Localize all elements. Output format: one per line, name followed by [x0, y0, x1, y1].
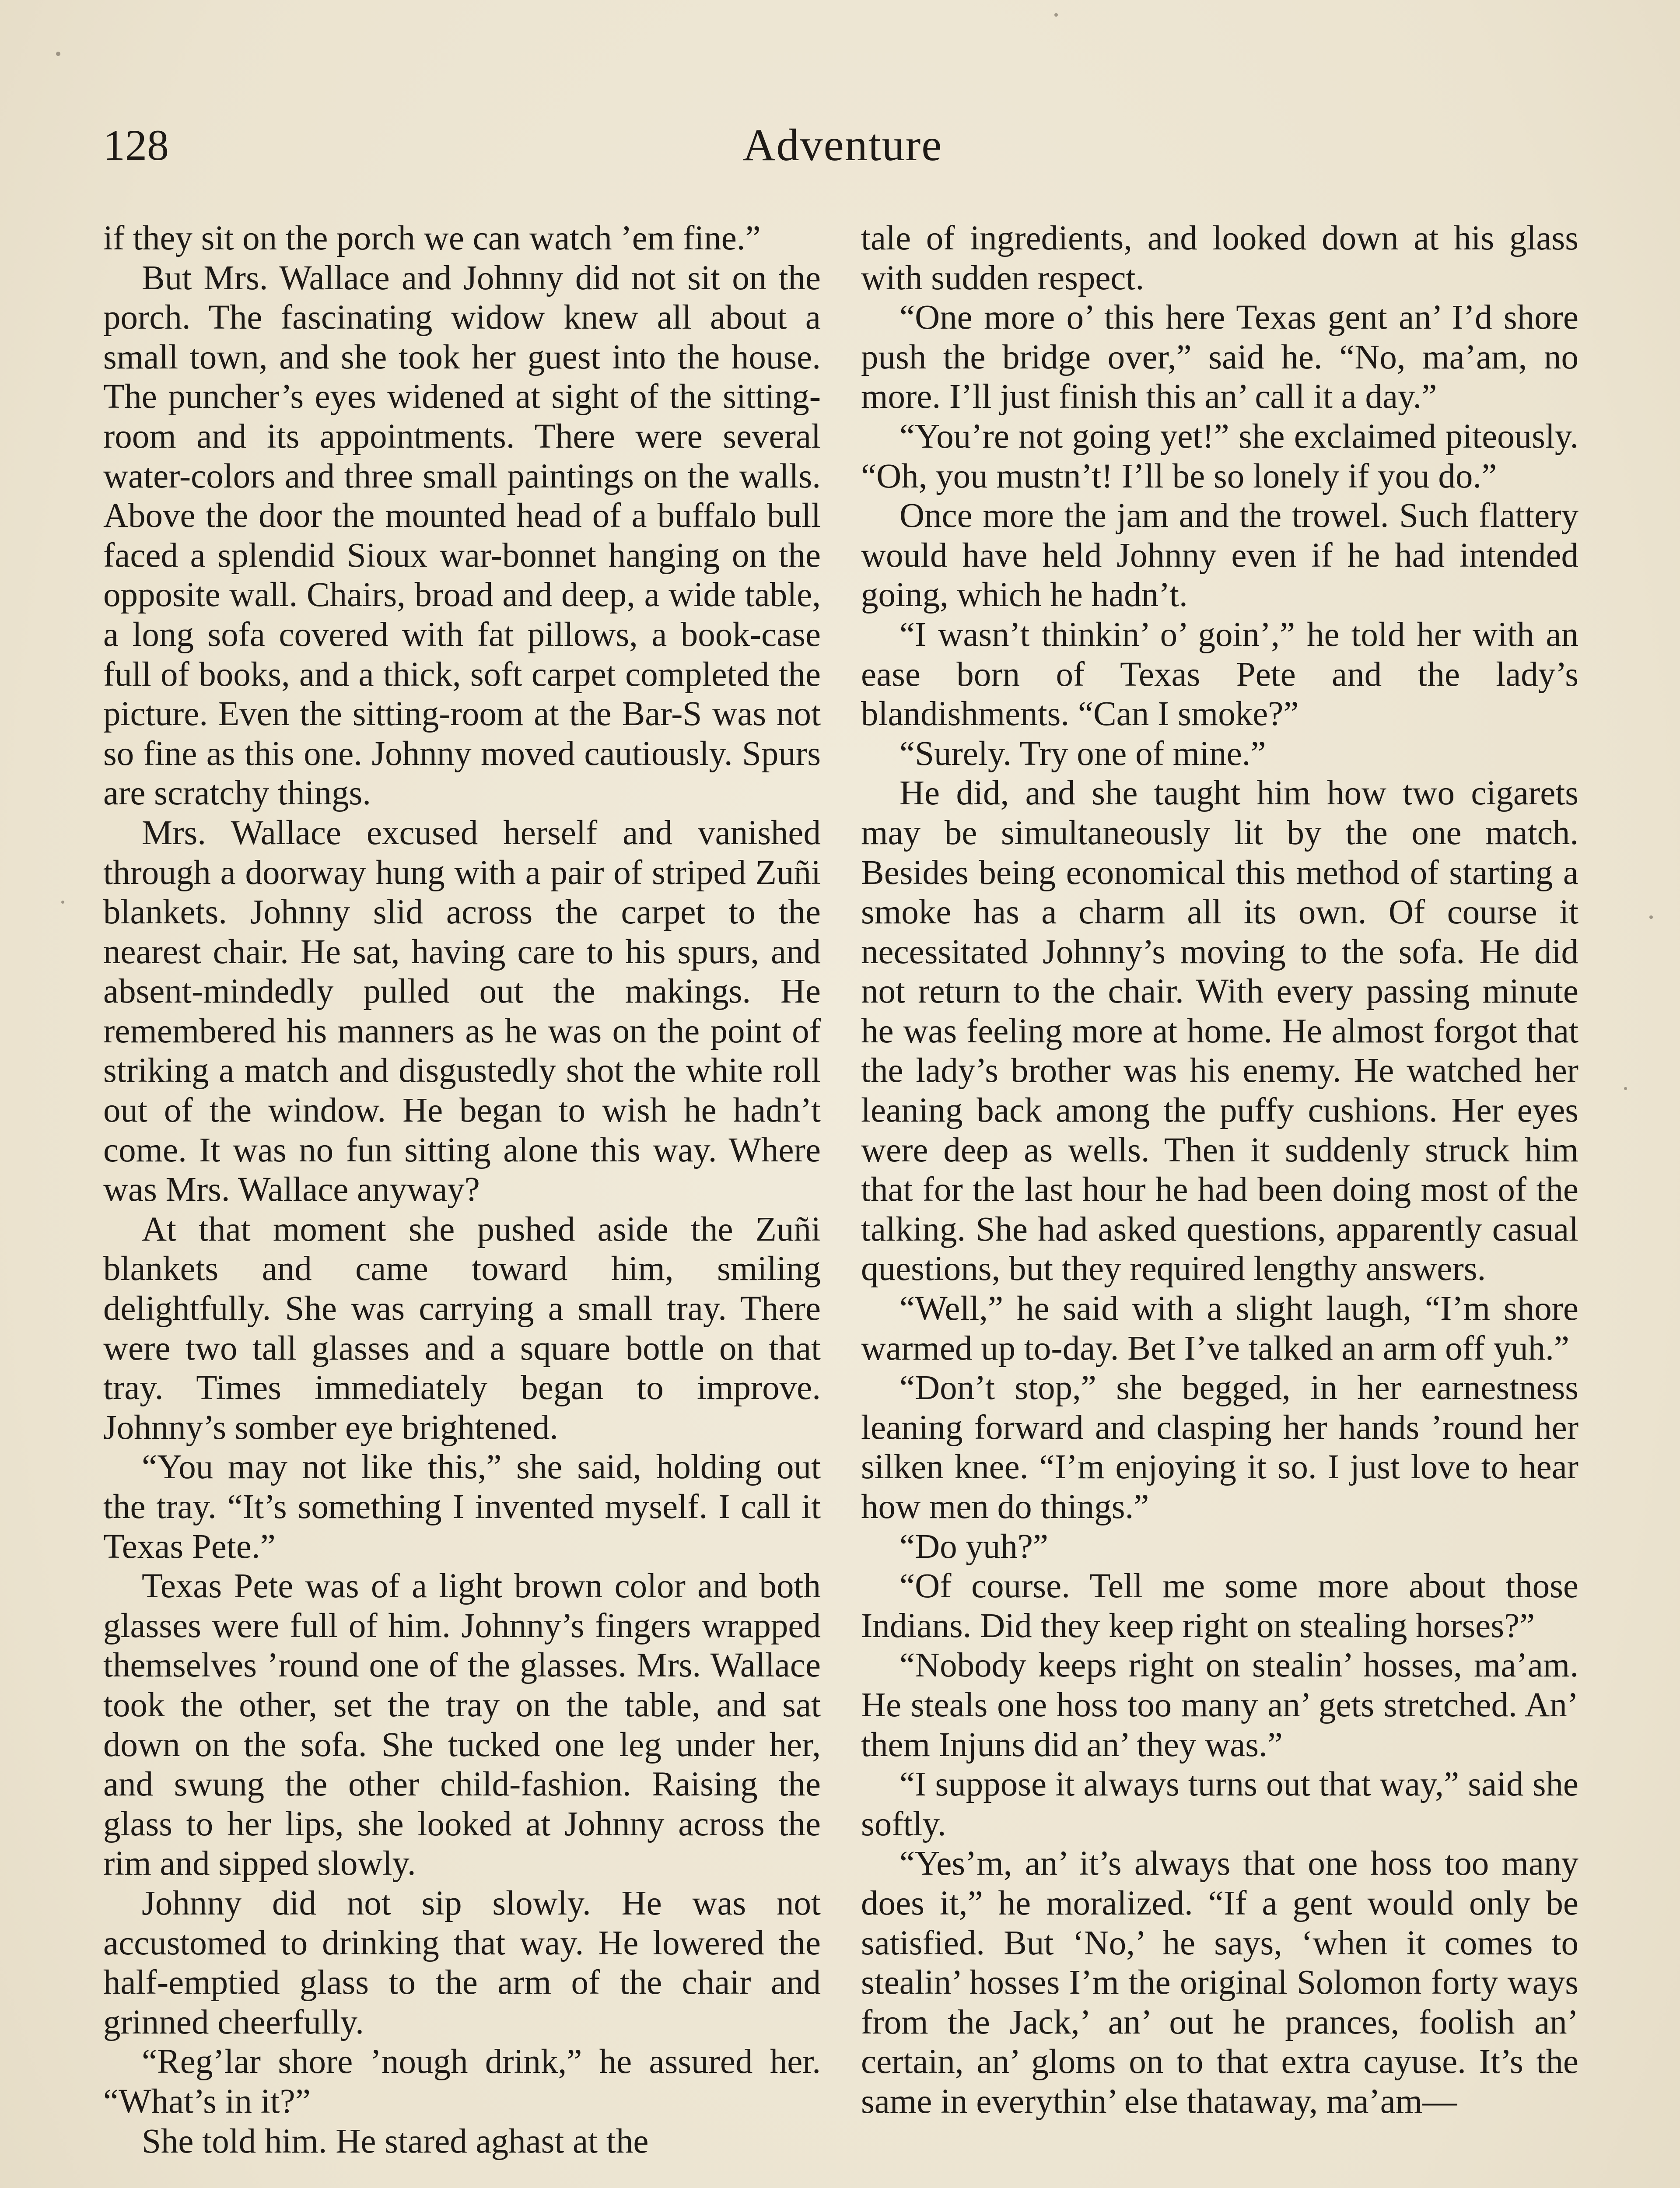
- paragraph: tale of ingredients, and looked down at his glass with sudden respect.: [861, 219, 1578, 297]
- paragraph: “One more o’ this here Texas gent an’ I’d shore push the bridge over,” said he. “No, ma’am, no more. I’ll just finish this an’ call it a day.”: [861, 298, 1578, 416]
- paragraph: “I wasn’t thinkin’ o’ goin’,” he told her with an ease born of Texas Pete and the lady’s blandishments. “Can I smoke?”: [861, 615, 1578, 733]
- paragraph: Once more the jam and the trowel. Such flattery would have held Johnny even if he had intended going, which he hadn’t.: [861, 497, 1578, 614]
- left-column: [103, 219, 821, 2161]
- paper-speck: [1649, 915, 1653, 919]
- paragraph: “Yes’m, an’ it’s always that one hoss too many does it,” he moralized. “If a gent would only be satisfied. But ‘No,’ he says, ‘when it comes to stealin’ hosses I’m the original Solomon forty ways from the Jack,’ an’ out he prances, foolish an’ certain, an’ gloms on to that extra cayuse. It’s the same in everythin’ else thataway, ma’am—: [861, 1844, 1578, 2121]
- paragraph: At that moment she pushed aside the Zuñi blankets and came toward him, smiling delightfully. She was carrying a small tray. There were two tall glasses and a square bottle on that tray. Times immediately began to improve. Johnny’s somber eye brightened.: [103, 1210, 821, 1447]
- paragraph: “Surely. Try one of mine.”: [900, 734, 1266, 773]
- paragraph: “Of course. Tell me some more about those Indians. Did they keep right on stealing horses?”: [861, 1567, 1578, 1645]
- paragraph: She told him. He stared aghast at the: [142, 2122, 649, 2160]
- paragraph: He did, and she taught him how two cigarets may be simultaneously lit by the one match. Besides being economical this method of starting a smoke has a charm all its own. Of course it necessitated Johnny’s moving to the sofa. He did not return to the chair. With every passing minute he was feeling more at home. He almost forgot that the lady’s brother was his enemy. He watched her leaning back among the puffy cushions. Her eyes were deep as wells. Then it suddenly struck him that for the last hour he had been doing most of the talking. She had asked questions, apparently casual questions, but they required lengthy answers.: [861, 774, 1578, 1288]
- paragraph: “Don’t stop,” she begged, in her earnestness leaning forward and clasping her hands ’round her silken knee. “I’m enjoying it so. I just love to hear how men do things.”: [861, 1369, 1578, 1526]
- paragraph: “Well,” he said with a slight laugh, “I’m shore warmed up to-day. Bet I’ve talked an arm off yuh.”: [861, 1290, 1578, 1368]
- paper-speck: [61, 901, 64, 904]
- paragraph: “Reg’lar shore ’nough drink,” he assured her. “What’s in it?”: [103, 2043, 821, 2121]
- page-header: [103, 119, 1582, 185]
- page-number: 128: [103, 121, 169, 169]
- paragraph: But Mrs. Wallace and Johnny did not sit on the porch. The fascinating widow knew all about a small town, and she took her guest into the house. The puncher’s eyes widened at sight of the sitting-room and its appointments. There were several water-colors and three small paintings on the walls. Above the door the mounted head of a buffalo bull faced a splendid Sioux war-bonnet hanging on the opposite wall. Chairs, broad and deep, a wide table, a long sofa covered with fat pillows, a book-case full of books, and a thick, soft carpet completed the picture. Even the sitting-room at the Bar-S was not so fine as this one. Johnny moved cautiously. Spurs are scratchy things.: [103, 259, 821, 813]
- paragraph: Mrs. Wallace excused herself and vanished through a doorway hung with a pair of striped Zuñi blankets. Johnny slid across the carpet to the nearest chair. He sat, having care to his spurs, and absent-mindedly pulled out the makings. He remembered his manners as he was on the point of striking a match and disgustedly shot the white roll out of the window. He began to wish he hadn’t come. It was no fun sitting alone this way. Where was Mrs. Wallace anyway?: [103, 813, 821, 1209]
- paper-speck: [56, 52, 60, 56]
- paragraph: if they sit on the porch we can watch ’em fine.”: [103, 219, 761, 257]
- paragraph: “I suppose it always turns out that way,” said she softly.: [861, 1765, 1578, 1843]
- paper-speck: [1054, 13, 1058, 17]
- right-column: [861, 219, 1578, 2122]
- paragraph: “Do yuh?”: [900, 1527, 1048, 1566]
- paragraph: “You’re not going yet!” she exclaimed piteously. “Oh, you mustn’t! I’ll be so lonely if you do.”: [861, 417, 1578, 495]
- paragraph: Texas Pete was of a light brown color and both glasses were full of him. Johnny’s fingers wrapped themselves ’round one of the glasses. Mrs. Wallace took the other, set the tray on the table, and sat down on the sofa. She tucked one leg under her, and swung the other child-fashion. Raising the glass to her lips, she looked at Johnny across the rim and sipped slowly.: [103, 1567, 821, 1883]
- paragraph: “Nobody keeps right on stealin’ hosses, ma’am. He steals one hoss too many an’ gets stretched. An’ them Injuns did an’ they was.”: [861, 1646, 1578, 1764]
- paragraph: “You may not like this,” she said, holding out the tray. “It’s something I invented myself. I call it Texas Pete.”: [103, 1448, 821, 1566]
- running-head: Adventure: [742, 120, 943, 170]
- paper-speck: [1624, 1087, 1627, 1090]
- paragraph: Johnny did not sip slowly. He was not accustomed to drinking that way. He lowered the half-emptied glass to the arm of the chair and grinned cheerfully.: [103, 1884, 821, 2041]
